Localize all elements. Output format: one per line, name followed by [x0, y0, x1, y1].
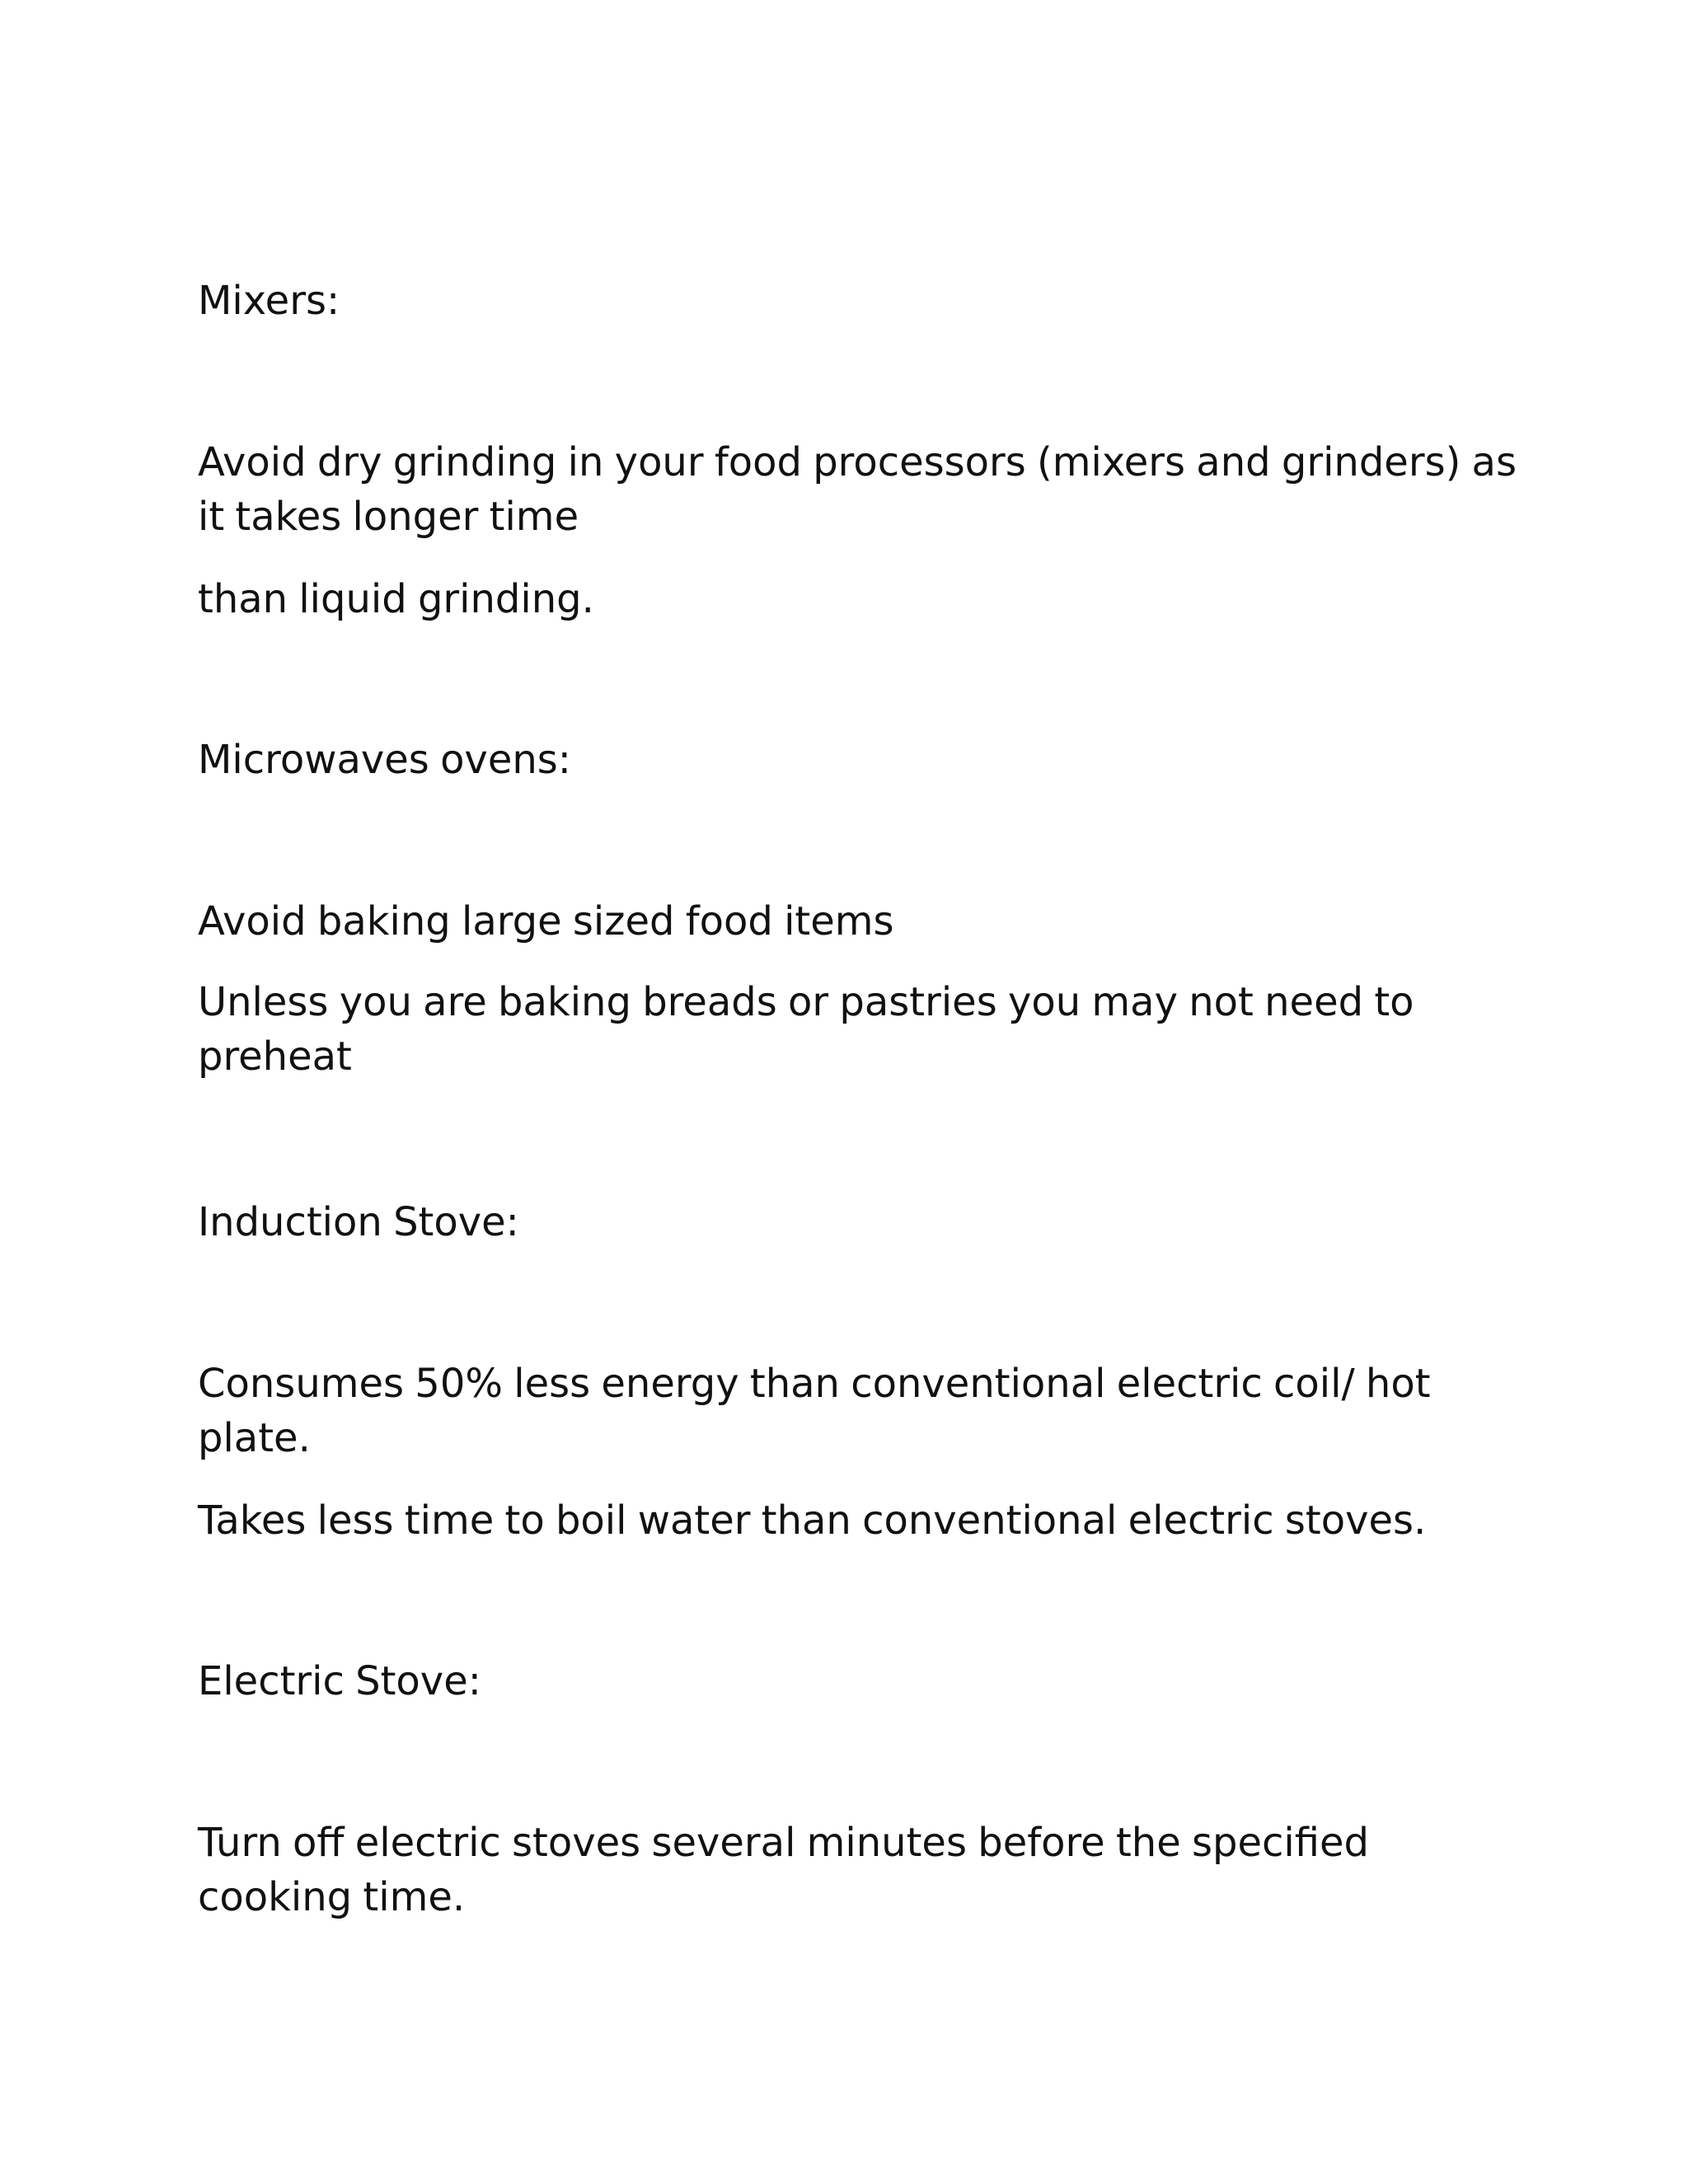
paragraph-microwaves-1: Avoid baking large sized food items: [198, 898, 894, 944]
paragraph-mixers-2: than liquid grinding.: [198, 576, 594, 622]
section-heading-mixers: Mixers:: [198, 278, 340, 324]
section-heading-electric: Electric Stove:: [198, 1658, 481, 1704]
paragraph-microwaves-2: Unless you are baking breads or pastries you may not need to preheat: [198, 979, 1414, 1080]
section-heading-induction: Induction Stove:: [198, 1199, 519, 1245]
section-heading-microwaves: Microwaves ovens:: [198, 737, 571, 783]
paragraph-induction-2: Takes less time to boil water than conventional electric stoves.: [198, 1497, 1427, 1544]
paragraph-mixers-1: Avoid dry grinding in your food processors (mixers and grinders) as it takes longer time: [198, 439, 1517, 540]
paragraph-induction-1: Consumes 50% less energy than conventional electric coil/ hot plate.: [198, 1361, 1431, 1461]
paragraph-electric-1: Turn off electric stoves several minutes before the specified cooking time.: [198, 1820, 1369, 1920]
